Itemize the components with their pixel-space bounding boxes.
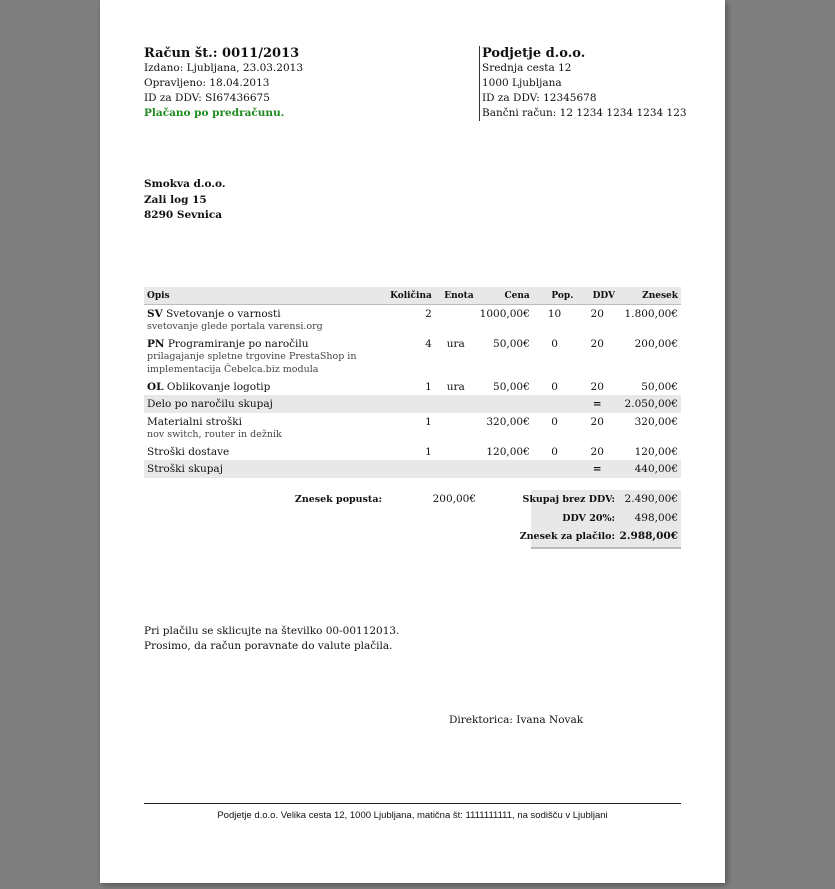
item-vat: 20 (590, 308, 604, 320)
item-qty: 1 (425, 416, 432, 428)
subtotal-amount: 2.050,00€ (618, 395, 681, 413)
col-header-price: Cena (477, 287, 533, 305)
item-title: Svetovanje o varnosti (166, 308, 281, 320)
invoice-page (100, 0, 725, 883)
items-table (144, 287, 681, 478)
item-title: Stroški dostave (147, 446, 230, 458)
payment-due-note: Prosimo, da račun poravnate do valute plačila. (144, 640, 393, 652)
net-total-label: Skupaj brez DDV: (522, 494, 615, 505)
item-amount: 50,00€ (641, 381, 678, 393)
amount-due-row (519, 530, 681, 546)
buyer-block (144, 177, 225, 224)
col-header-amount: Znesek (618, 287, 681, 305)
buyer-city: 8290 Sevnica (144, 209, 223, 221)
item-discount: 0 (551, 446, 558, 458)
item-price: 1000,00€ (479, 308, 530, 320)
subtotal-label: Delo po naročilu skupaj (144, 395, 387, 413)
table-row (144, 378, 681, 395)
col-header-discount: Pop. (533, 287, 577, 305)
item-vat: 20 (590, 416, 604, 428)
invoice-header (144, 46, 303, 121)
sender-name: Podjetje d.o.o. (482, 46, 586, 61)
vat-total-value: 498,00€ (634, 512, 678, 524)
item-title: Materialni stroški (147, 416, 242, 428)
subtotal-label: Stroški skupaj (144, 460, 387, 478)
col-header-desc: Opis (144, 287, 387, 305)
amount-due-label: Znesek za plačilo: (519, 531, 615, 542)
subtotal-equals: = (576, 460, 618, 478)
service-date: Opravljeno: 18.04.2013 (144, 77, 270, 89)
table-row (144, 305, 681, 336)
item-detail: svetovanje glede portala varensi.org (147, 321, 323, 332)
vat-total-row (531, 512, 681, 528)
item-price: 50,00€ (493, 338, 530, 350)
item-code: OL (147, 381, 164, 393)
item-vat: 20 (590, 446, 604, 458)
item-qty: 1 (425, 446, 432, 458)
sender-city: 1000 Ljubljana (482, 77, 562, 89)
item-price: 50,00€ (493, 381, 530, 393)
item-code: SV (147, 308, 163, 320)
issued-date: Izdano: Ljubljana, 23.03.2013 (144, 62, 304, 74)
footer-company-info: Podjetje d.o.o. Velika cesta 12, 1000 Ljubljana, matična št: 1111111111, na sodišču v Ljubljani (217, 810, 608, 821)
totals-box (519, 490, 681, 549)
subtotal-amount: 440,00€ (618, 460, 681, 478)
payment-reference-note: Pri plačilu se sklicujte na številko 00-00112013. (144, 625, 400, 637)
item-price: 320,00€ (486, 416, 530, 428)
item-qty: 4 (425, 338, 432, 350)
discount-label: Znesek popusta: (294, 494, 382, 505)
table-row (144, 335, 681, 378)
table-row (144, 443, 681, 460)
table-header-row (144, 287, 681, 305)
item-unit (435, 443, 477, 460)
item-vat: 20 (590, 381, 604, 393)
item-detail: prilagajanje spletne trgovine PrestaShop in (147, 351, 357, 362)
sender-street: Srednja cesta 12 (482, 62, 572, 74)
item-qty: 2 (425, 308, 432, 320)
item-description (144, 443, 387, 460)
signature: Direktorica: Ivana Novak (449, 714, 584, 726)
subtotal-row (144, 395, 681, 413)
net-total-value: 2.490,00€ (624, 493, 678, 505)
subtotal-equals: = (576, 395, 618, 413)
item-code: PN (147, 338, 165, 350)
item-detail-2: implementacija Čebelca.biz modula (147, 364, 319, 375)
item-discount: 10 (547, 308, 562, 320)
payment-notes (144, 624, 399, 654)
net-total-row (522, 493, 681, 509)
discount-value: 200,00€ (432, 493, 476, 505)
item-amount: 320,00€ (634, 416, 678, 428)
item-qty: 1 (425, 381, 432, 393)
item-discount: 0 (551, 381, 558, 393)
sender-vat-id: ID za DDV: 12345678 (482, 92, 597, 104)
footer-divider (144, 803, 681, 804)
buyer-street: Zali log 15 (144, 193, 207, 206)
issuer-vat-id: ID za DDV: SI67436675 (144, 92, 270, 104)
item-description (144, 305, 387, 336)
item-description (144, 378, 387, 395)
paid-note: Plačano po predračunu. (144, 107, 285, 119)
item-description (144, 413, 387, 443)
sender-bank-account: Bančni račun: 12 1234 1234 1234 123 (482, 107, 687, 119)
buyer-name: Smokva d.o.o. (144, 178, 226, 190)
subtotal-row (144, 460, 681, 478)
item-unit: ura (446, 338, 465, 350)
item-amount: 1.800,00€ (624, 308, 678, 320)
item-title: Programiranje po naročilu (167, 338, 309, 350)
item-unit (435, 413, 477, 443)
item-description (144, 335, 387, 378)
col-header-vat: DDV (576, 287, 618, 305)
item-amount: 120,00€ (634, 446, 678, 458)
vat-total-label: DDV 20%: (562, 513, 615, 524)
table-row (144, 413, 681, 443)
item-unit: ura (446, 381, 465, 393)
amount-due-value: 2.988,00€ (619, 530, 678, 542)
item-detail: nov switch, router in dežnik (147, 429, 282, 440)
item-price: 120,00€ (486, 446, 530, 458)
item-discount: 0 (551, 416, 558, 428)
sender-block (479, 46, 687, 121)
item-title: Oblikovanje logotip (166, 381, 271, 393)
col-header-unit: Enota (435, 287, 477, 305)
item-amount: 200,00€ (634, 338, 678, 350)
item-vat: 20 (590, 338, 604, 350)
invoice-title: Račun št.: 0011/2013 (144, 46, 300, 61)
col-header-qty: Količina (387, 287, 435, 305)
item-discount: 0 (551, 338, 558, 350)
item-unit (435, 305, 477, 336)
